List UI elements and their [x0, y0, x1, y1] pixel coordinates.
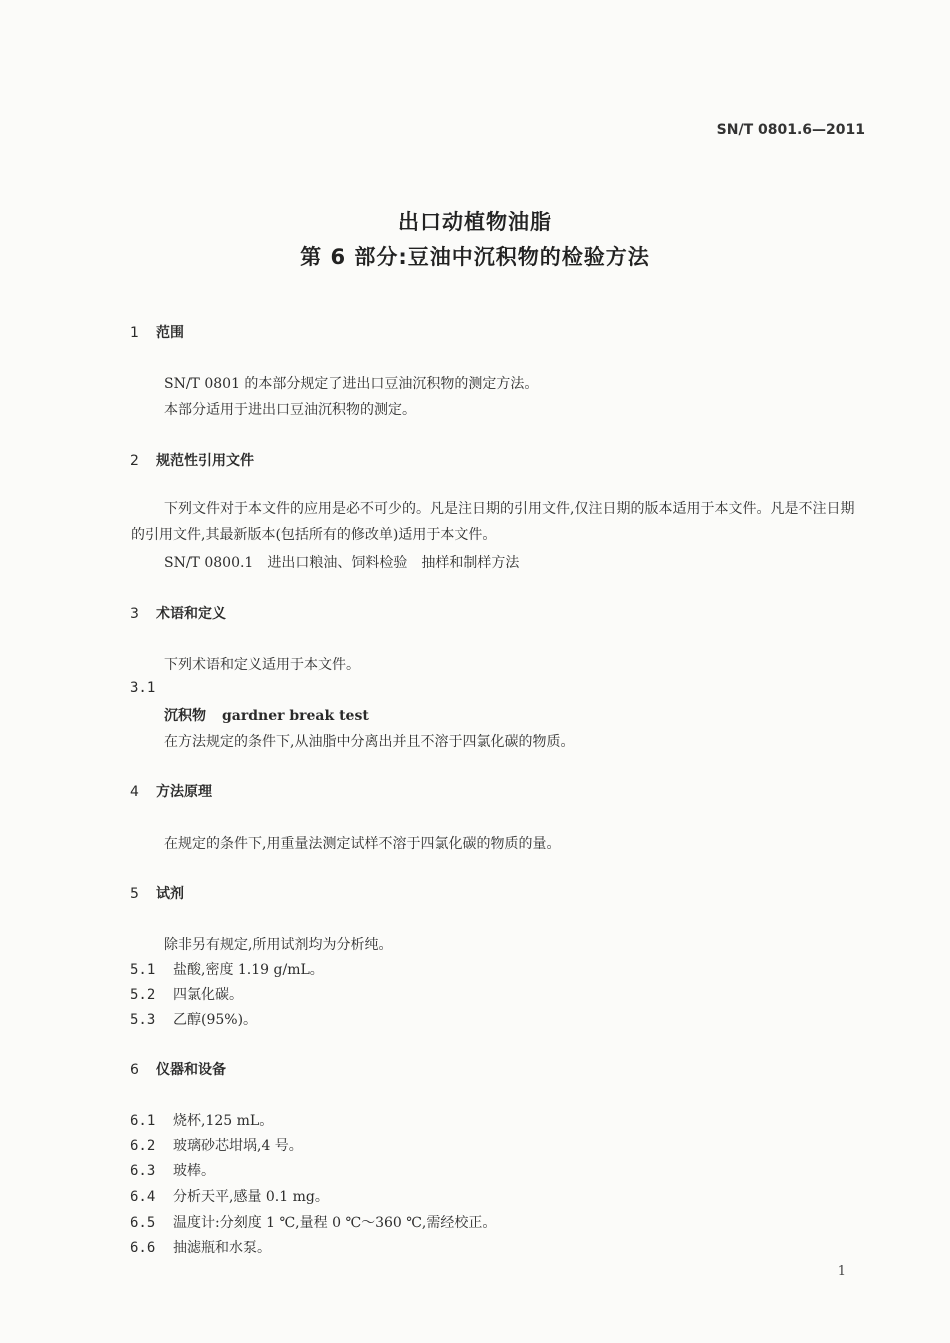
term-entry	[164, 705, 369, 725]
list-item	[130, 1160, 215, 1180]
item-text: 烧杯,125 mL。	[173, 1113, 274, 1129]
item-number: 6.6	[130, 1240, 156, 1256]
term-chinese: 沉积物	[164, 708, 206, 724]
normative-reference: SN/T 0800.1 进出口粮油、饲料检验 抽样和制样方法	[164, 555, 520, 571]
list-item	[130, 1237, 271, 1257]
section-number: 5	[130, 886, 139, 902]
item-number: 5.3	[130, 1012, 156, 1028]
item-number: 6.3	[130, 1163, 156, 1179]
subsection-number: 3.1	[130, 680, 156, 696]
section-number: 4	[130, 784, 139, 800]
item-text: 玻璃砂芯坩埚,4 号。	[173, 1138, 303, 1154]
standard-number: SN/T 0801.6—2011	[716, 122, 865, 138]
item-text: 分析天平,感量 0.1 mg。	[173, 1189, 329, 1205]
section-heading-2	[130, 450, 254, 470]
section-number: 3	[130, 606, 139, 622]
section-title: 方法原理	[156, 784, 212, 800]
paragraph: 除非另有规定,所用试剂均为分析纯。	[164, 937, 393, 953]
section-heading-5	[130, 883, 184, 903]
term-definition: 在方法规定的条件下,从油脂中分离出并且不溶于四氯化碳的物质。	[164, 734, 575, 750]
section-title: 术语和定义	[156, 606, 226, 622]
list-item	[130, 984, 243, 1004]
item-number: 6.1	[130, 1113, 156, 1129]
document-subtitle: 第 6 部分:豆油中沉积物的检验方法	[300, 245, 650, 269]
paragraph: 下列文件对于本文件的应用是必不可少的。凡是注日期的引用文件,仅注日期的版本适用于本文件。凡是不注日期的引用文件,其最新版本(包括所有的修改单)适用于本文件。	[131, 501, 855, 543]
item-number: 6.5	[130, 1215, 156, 1231]
section-number: 6	[130, 1062, 139, 1078]
list-item	[130, 1186, 329, 1206]
paragraph: 本部分适用于进出口豆油沉积物的测定。	[164, 402, 416, 418]
list-item	[130, 1009, 257, 1029]
item-text: 温度计:分刻度 1 ℃,量程 0 ℃～360 ℃,需经校正。	[173, 1215, 497, 1231]
item-number: 5.2	[130, 987, 156, 1003]
term-english: gardner break test	[222, 708, 369, 724]
item-text: 玻棒。	[173, 1163, 215, 1179]
item-number: 6.4	[130, 1189, 156, 1205]
item-text: 抽滤瓶和水泵。	[173, 1240, 271, 1256]
item-number: 5.1	[130, 962, 156, 978]
section-title: 范围	[156, 325, 184, 341]
section-heading-6	[130, 1059, 226, 1079]
list-item	[130, 1212, 496, 1232]
paragraph: 下列术语和定义适用于本文件。	[164, 657, 360, 673]
section-title: 试剂	[156, 886, 184, 902]
section-number: 2	[130, 453, 139, 469]
item-text: 盐酸,密度 1.19 g/mL。	[173, 962, 324, 978]
paragraph: SN/T 0801 的本部分规定了进出口豆油沉积物的测定方法。	[164, 376, 539, 392]
list-item	[130, 959, 324, 979]
section-heading-3	[130, 603, 226, 623]
paragraph: 在规定的条件下,用重量法测定试样不溶于四氯化碳的物质的量。	[164, 836, 561, 852]
item-number: 6.2	[130, 1138, 156, 1154]
section-heading-4	[130, 781, 212, 801]
item-text: 四氯化碳。	[173, 987, 243, 1003]
item-text: 乙醇(95%)。	[173, 1012, 258, 1028]
section-number: 1	[130, 325, 139, 341]
list-item	[130, 1110, 273, 1130]
list-item	[130, 1135, 303, 1155]
page-number: 1	[837, 1264, 846, 1279]
section-title: 仪器和设备	[156, 1062, 226, 1078]
section-title: 规范性引用文件	[156, 453, 254, 469]
section-heading-1	[130, 322, 184, 342]
document-title: 出口动植物油脂	[398, 210, 552, 234]
